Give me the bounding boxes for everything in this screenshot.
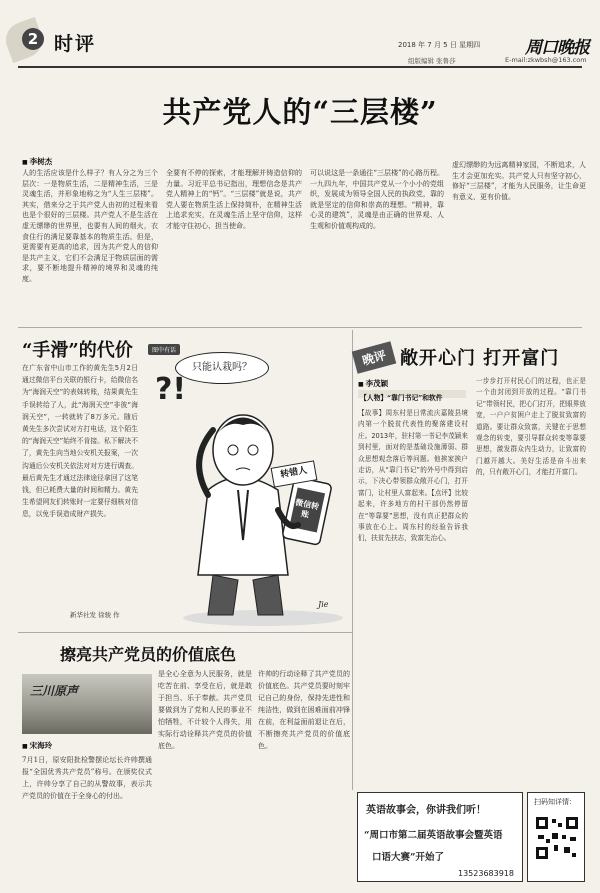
issue-date: 2018 年 7 月 5 日 星期四 [398, 41, 481, 49]
left-article-body: 在广东省中山市工作的黄先生5月2日通过微信平台关联的银行卡，给微信名为“海润天空”的表妹转账，结果黄先生手误转给了人，此“海润天空”非彼“海润天空”，一转就转了8万多元。随后黄先生多次尝试对方打电话，这个陌生的“海润天空”始终不肯接。私下解决不了，黄先生向当地公安机关报案，一次沟通后公安机关依法对对方进行调查。最后黄先生才通过法律途径拿回了这笔钱，但已耗费大量的时间和精力。黄先生希望网友们转账时一定要仔细核对信息，以免手误造成财产损失。 [22, 364, 138, 519]
man-shirt [198, 478, 288, 576]
page-number: 2 [22, 28, 44, 50]
artist-signature: Jie [318, 600, 329, 609]
right-author: ■ 李茂颖 [358, 378, 388, 389]
left-article-title: “手滑”的代价 [22, 340, 133, 361]
ad-line-2: “周口市第二届英语故事会暨英语 [364, 830, 503, 841]
ad-line-3: 口语大赛”开始了 [372, 852, 444, 863]
commentary-ribbon: 晚评 [352, 341, 397, 374]
divider [352, 330, 353, 790]
column-badge: 图中有话 [148, 344, 180, 355]
wrong-person-tag: 转错人 [271, 460, 318, 487]
man-head [213, 415, 273, 485]
man-leg-left [208, 575, 238, 615]
email-line: E-mail:zkwbsh@163.com [505, 56, 587, 64]
divider [18, 632, 352, 633]
main-col-4: 虚幻缥缈的为远离精神家园，不断追求，人生才会更加充实。共产党人只有坚守初心，修好“三层楼”，才能为人民服务，让生命更有意义、更有价值。 [452, 161, 586, 201]
main-col-3: 可以说这是一条通往“三层楼”的心路历程。一九四九年，中国共产党从一个小小的党组织，发展成为领导全国人民的执政党，靠的就是坚定的信仰和崇高的理想。“精神，靠心灵的建筑”，灵魂是由正确的世界观、人生观和价值观构成的。 [310, 169, 444, 230]
phone-label: 微信转账 [294, 497, 320, 520]
photo-caption: 三川原声 [30, 684, 79, 698]
bottom-col-2: 是全心全意为人民服务，就是吃苦在前、享受在后，就是敢于担当、乐于奉献。共产党员要做到为了党和人民的事业不怕牺牲，不计较个人得失，用实际行动诠释共产党员的价值底色。 [158, 670, 252, 750]
box-title: 【人物】“靠门书记”和软件 [360, 394, 443, 402]
speech-bubble: 只能认栽吗？ [175, 352, 269, 384]
newspaper-logo: 周口晚报 [525, 38, 589, 58]
right-article-left-col: 【故事】周东村是日常流庆嘉陵县境内第一个脱贫代表性的聚落建设村庄。2013年，驻村第一书记李茂颖来到村里，面对的是基础设施薄弱、群众思想观念落后等问题。他挨家挨户走访，从“靠门书记”的外号中得到启示，下决心带领群众敞开心门，打开富门，让村里人富起来。【点评】比较起来，许多地方的村干部仍然停留在“等靠要”思想，没有真正把群众的事放在心上。周东村的经验告诉我们，扶贫先扶志，致富先治心。 [358, 409, 468, 543]
main-col-1: 人的生活应该是什么样子？有人分之为三个层次：一是物质生活，二是精神生活，三是灵魂生活，并形象地称之为“人生三层楼”。其实，借来分之于共产党人由初的过程来看也是个很好的三层楼。共产党人不是生活在虚无缥缈的世界里，也要有人间的烟火，衣食住行的满足要靠基本的物质生活。但是，更需要有更高的追求，因为共产党人的信仰是共产主义，它们不会满足于物质层面的需求，要不断地提升精神的境界和灵魂的纯度。 [22, 169, 158, 283]
qr-code-icon[interactable] [534, 815, 580, 861]
right-article-right-col: 一步步打开村民心门的过程，也正是一个由封闭到开放的过程。“靠门书记”带领村民，把心门打开，把眼界放宽，一户户贫困户走上了脱贫致富的道路。要让群众致富，关键在于思想观念的转变，要引导群众转变等靠要思想，激发群众内生动力，让致富的门越开越大。美好生活是奋斗出来的，只有敞开心门，才能打开富门。 [476, 377, 586, 477]
section-title: 时评 [54, 33, 97, 55]
man-arm-left [199, 430, 213, 495]
bottom-col-3: 许帅的行动诠释了共产党员的价值底色。共产党员要时刻牢记自己的身份，保持先进性和纯洁性，做到在困难面前冲锋在前，在利益面前退让在后，不断擦亮共产党员的价值底色。 [258, 670, 350, 750]
bottom-col-1: 7月1日，原安阳批检警摆论坛长许帅撰通报“全国优秀共产党员”称号。在颁奖仪式上，许帅分享了自己的从警故事，表示共产党员的价值在于全身心的付出。 [22, 756, 152, 800]
left-article-credit: 新华社发 徐骏 作 [70, 611, 120, 619]
man-leg-right [253, 575, 283, 615]
header-rule [18, 66, 582, 68]
advertisement-box [357, 792, 523, 882]
right-article-title: 敞开心门 打开富门 [400, 348, 560, 369]
main-author: ■ 李树杰 [22, 156, 52, 167]
qr-label: 扫码知详情： [534, 798, 576, 806]
bottom-article-title: 擦亮共产党员的价值底色 [60, 645, 237, 664]
ad-phone: 13523683918 [458, 869, 514, 878]
confused-symbols: ?! [155, 372, 187, 407]
main-headline: 共产党人的“三层楼” [162, 95, 438, 129]
bottom-author: ■ 宋海玲 [22, 740, 52, 751]
divider [18, 327, 582, 328]
editors-line: 组版编辑 张鲁莎 [408, 57, 456, 65]
main-col-2: 全要有不停的探索，才能理解并铸造信仰的力量。习近平总书记指出，理想信念是共产党人精神上的“钙”。“三层楼”就是说，共产党人要在物质生活上保持简朴，在精神生活上追求充实，在灵魂生活上坚守信仰，这样才能守住初心、担当使命。 [166, 169, 302, 230]
ad-line-1: 英语故事会，你讲我们听！ [366, 805, 486, 816]
qr-box [527, 792, 585, 882]
